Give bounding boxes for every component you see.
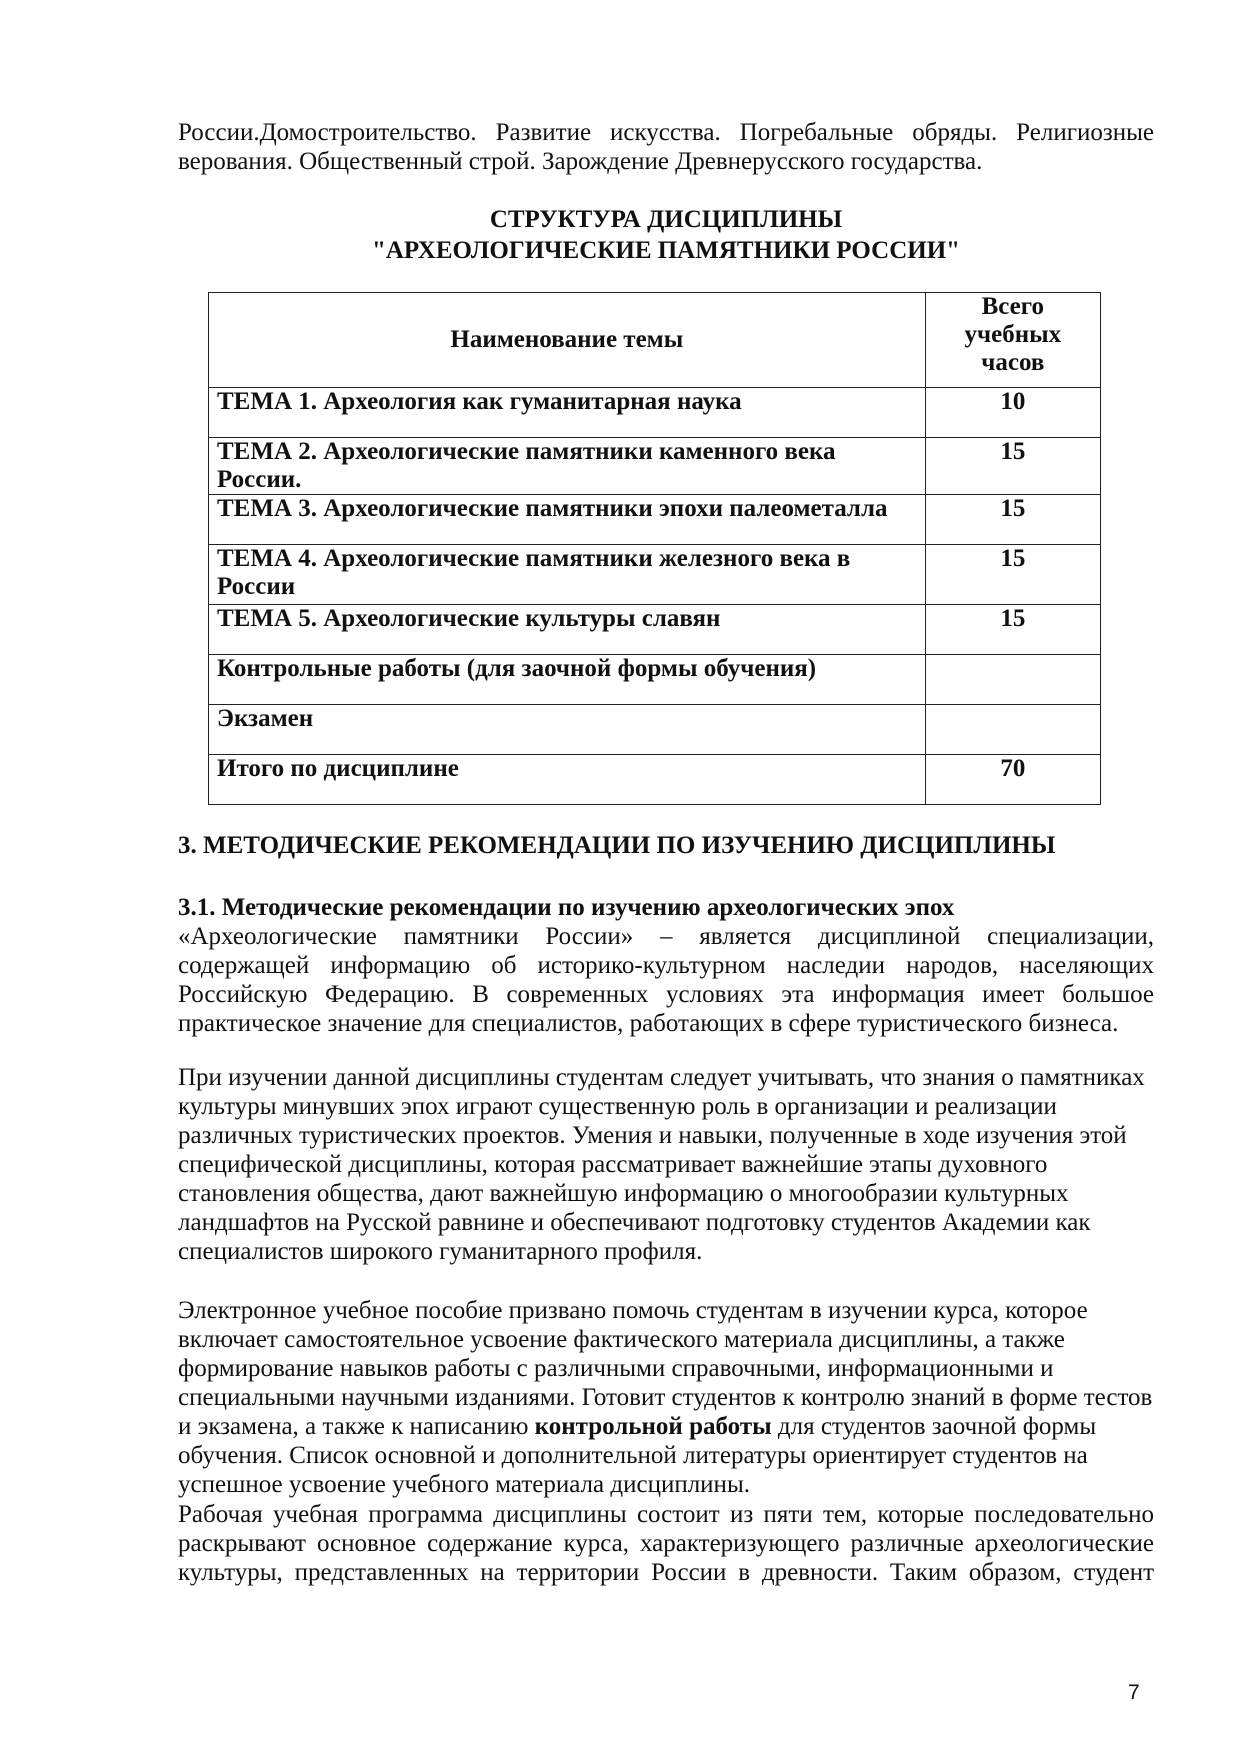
total-label: Итого по дисциплине (209, 755, 926, 805)
topic-name: ТЕМА 4. Археологические памятники железного века в России (209, 545, 926, 605)
paragraph-3-text-end: для студентов заочной формы обучения. Список основной и дополнительной литературы ориентирует студентов на успешное усвоение учебного материала дисциплины. (178, 1413, 1097, 1498)
topic-name: ТЕМА 2. Археологические памятники каменного века России. (209, 438, 926, 495)
intro-line-2: верования. Общественный строй. Зарождение Древнерусского государства. (178, 148, 983, 175)
table-row (209, 605, 1101, 655)
topic-name: Контрольные работы (для заочной формы обучения) (209, 655, 926, 705)
paragraph-3-text-start: Электронное учебное пособие призвано помочь студентам в изучении курса, которое включает самостоятельное усвоение фактического материала дисциплины, а также формирование навыков работы с различными справочными, информационными и специальными научными изданиями. Готовит студентов к контролю знаний в форме тестов и экзамена, а также к написанию (178, 1297, 1153, 1440)
table-row (209, 495, 1101, 545)
topic-name: ТЕМА 1. Археология как гуманитарная наука (209, 388, 926, 438)
header-total-hours: Всего учебных часов (925, 293, 1100, 388)
structure-table (208, 292, 1101, 805)
topic-name: ТЕМА 5. Археологические культуры славян (209, 605, 926, 655)
header-topic-name: Наименование темы (209, 293, 926, 388)
topic-hours (925, 705, 1100, 755)
topic-hours (925, 655, 1100, 705)
table-header-row (209, 293, 1101, 388)
topic-hours: 15 (925, 545, 1100, 605)
topic-name: Экзамен (209, 705, 926, 755)
topic-hours: 15 (925, 495, 1100, 545)
table-row (209, 705, 1101, 755)
structure-title-line-2: "АРХЕОЛОГИЧЕСКИЕ ПАМЯТНИКИ РОССИИ" (371, 237, 961, 264)
paragraph-3-bold: контрольной работы (534, 1413, 772, 1440)
page-number: 7 (1128, 1681, 1140, 1704)
intro-line-1: России.Домостроительство. Развитие искусства. Погребальные обряды. Религиозные (178, 119, 1154, 146)
total-hours: 70 (925, 755, 1100, 805)
table-total-row (209, 755, 1101, 805)
paragraph-4: Рабочая учебная программа дисциплины состоит из пяти тем, которые последовательно раскрывают основное содержание курса, характеризующего различные археологические культуры, представленных на территории России в древности. Таким образом, студент (178, 1501, 1154, 1586)
paragraph-2: При изучении данной дисциплины студентам следует учитывать, что знания о памятниках культуры минувших эпох играют существенную роль в организации и реализации различных туристических проектов. Умения и навыки, полученные в ходе изучения этой специфической дисциплины, которая рассматривает важнейшие этапы духовного становления общества, дают важнейшую информацию о многообразии культурных ландшафтов на Русской равнине и обеспечивают подготовку студентов Академии как специалистов широкого гуманитарного профиля. (178, 1064, 1145, 1265)
paragraph-1: «Археологические памятники России» – является дисциплиной специализации, содержащей информацию об историко-культурном наследии народов, населяющих Российскую Федерацию. В современных условиях эта информация имеет большое практическое значение для специалистов, работающих в сфере туристического бизнеса. (178, 923, 1154, 1037)
topic-hours: 15 (925, 605, 1100, 655)
topic-name: ТЕМА 3. Археологические памятники эпохи палеометалла (209, 495, 926, 545)
table-row (209, 388, 1101, 438)
section-3-1-heading: 3.1. Методические рекомендации по изучению археологических эпох (178, 894, 955, 921)
topic-hours: 15 (925, 438, 1100, 495)
section-3-heading: 3. МЕТОДИЧЕСКИЕ РЕКОМЕНДАЦИИ ПО ИЗУЧЕНИЮ ДИСЦИПЛИНЫ (178, 832, 1056, 859)
table-row (209, 438, 1101, 495)
structure-title-line-1: СТРУКТУРА ДИСЦИПЛИНЫ (489, 206, 843, 233)
topic-hours: 10 (925, 388, 1100, 438)
table-row (209, 655, 1101, 705)
paragraph-3 (178, 1296, 1154, 1499)
table-row (209, 545, 1101, 605)
